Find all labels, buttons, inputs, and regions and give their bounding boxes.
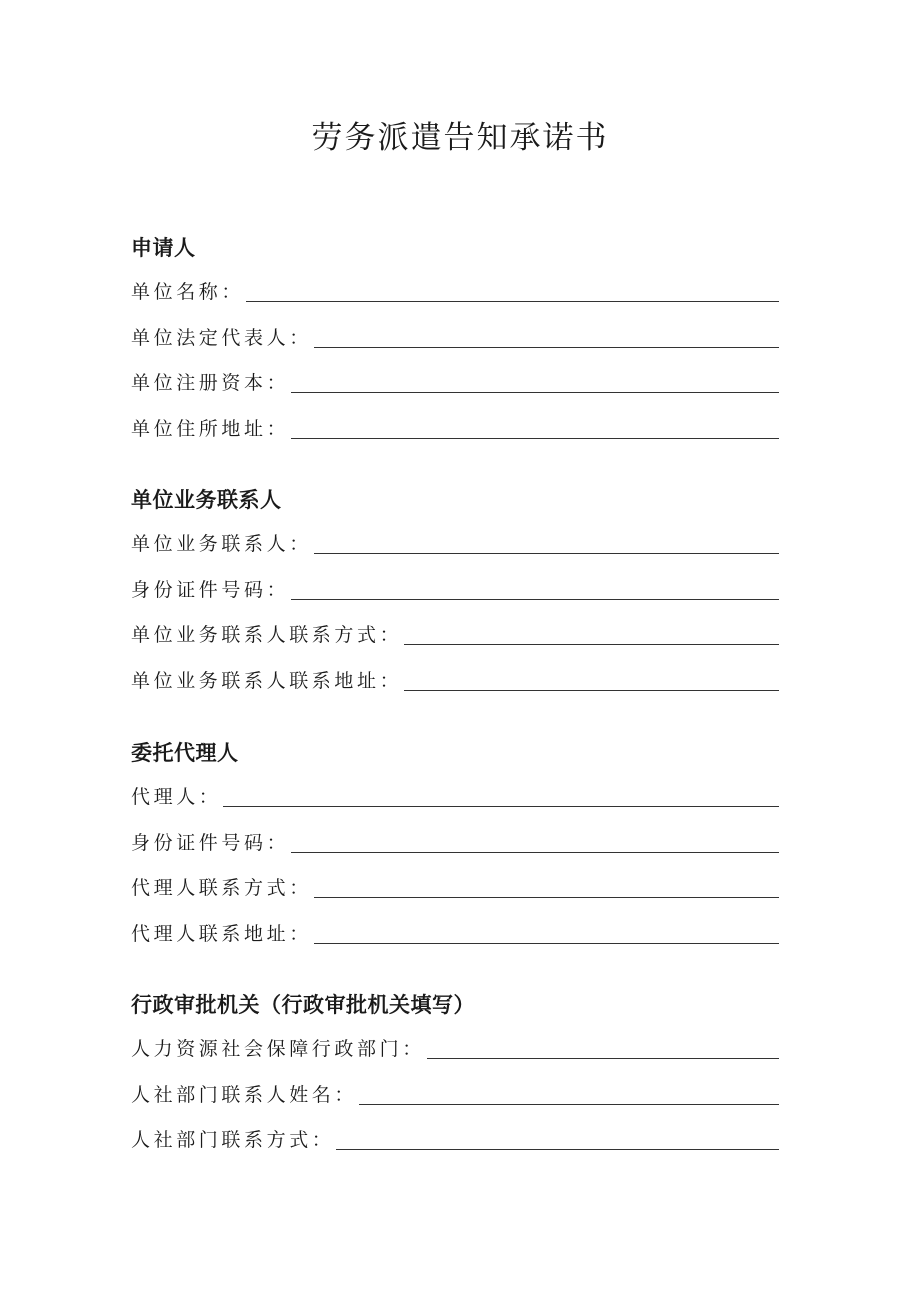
legal-representative-blank[interactable] xyxy=(314,329,779,348)
field-label: 身份证件号码： xyxy=(131,831,290,854)
field-hr-contact-phone xyxy=(131,1123,779,1153)
field-business-contact-address xyxy=(131,664,779,694)
field-label: 单位业务联系人： xyxy=(131,533,312,555)
field-label: 单位名称： xyxy=(131,281,245,303)
field-business-contact-phone xyxy=(131,618,779,648)
section-applicant xyxy=(131,233,779,457)
field-label: 代理人联系地址： xyxy=(131,922,312,945)
section-agent xyxy=(131,738,779,962)
field-label: 单位法定代表人： xyxy=(131,326,312,349)
section-heading-applicant: 申请人 xyxy=(131,236,196,260)
field-label: 人社部门联系人姓名： xyxy=(131,1083,358,1106)
document-title: 劳务派遣告知承诺书 xyxy=(311,120,609,156)
section-heading-agent: 委托代理人 xyxy=(131,741,239,765)
registered-capital-blank[interactable] xyxy=(291,374,779,393)
field-label: 单位业务联系人联系地址： xyxy=(131,669,403,692)
unit-name-blank[interactable] xyxy=(246,283,779,302)
field-label: 单位注册资本： xyxy=(131,372,290,394)
section-approval-authority xyxy=(131,990,779,1169)
business-contact-name-blank[interactable] xyxy=(314,535,779,554)
field-hr-contact-name xyxy=(131,1078,779,1108)
unit-address-blank[interactable] xyxy=(291,420,779,439)
hr-department-blank[interactable] xyxy=(427,1040,779,1059)
section-heading-business-contact: 单位业务联系人 xyxy=(131,488,282,512)
business-contact-address-blank[interactable] xyxy=(404,672,779,691)
field-label: 代理人： xyxy=(131,786,222,808)
agent-phone-blank[interactable] xyxy=(314,879,779,898)
field-unit-name xyxy=(131,275,779,305)
field-business-contact-id xyxy=(131,573,779,603)
field-agent-phone xyxy=(131,871,779,901)
field-agent-address xyxy=(131,917,779,947)
field-label: 人社部门联系方式： xyxy=(131,1129,335,1151)
field-hr-department xyxy=(131,1032,779,1062)
agent-name-blank[interactable] xyxy=(223,788,779,807)
field-agent-name xyxy=(131,780,779,810)
business-contact-id-blank[interactable] xyxy=(291,581,779,600)
field-legal-representative xyxy=(131,321,779,351)
field-registered-capital xyxy=(131,366,779,396)
section-business-contact xyxy=(131,485,779,709)
section-heading-approval-authority: 行政审批机关（行政审批机关填写） xyxy=(131,993,475,1017)
business-contact-phone-blank[interactable] xyxy=(404,626,779,645)
field-label: 身份证件号码： xyxy=(131,578,290,601)
field-label: 单位业务联系人联系方式： xyxy=(131,624,403,646)
hr-contact-phone-blank[interactable] xyxy=(336,1131,779,1150)
field-agent-id xyxy=(131,826,779,856)
field-label: 人力资源社会保障行政部门： xyxy=(131,1038,425,1060)
field-business-contact-name xyxy=(131,527,779,557)
field-label: 单位住所地址： xyxy=(131,417,290,440)
field-unit-address xyxy=(131,412,779,442)
agent-address-blank[interactable] xyxy=(314,925,779,944)
hr-contact-name-blank[interactable] xyxy=(359,1086,779,1105)
agent-id-blank[interactable] xyxy=(291,834,779,853)
field-label: 代理人联系方式： xyxy=(131,877,312,899)
